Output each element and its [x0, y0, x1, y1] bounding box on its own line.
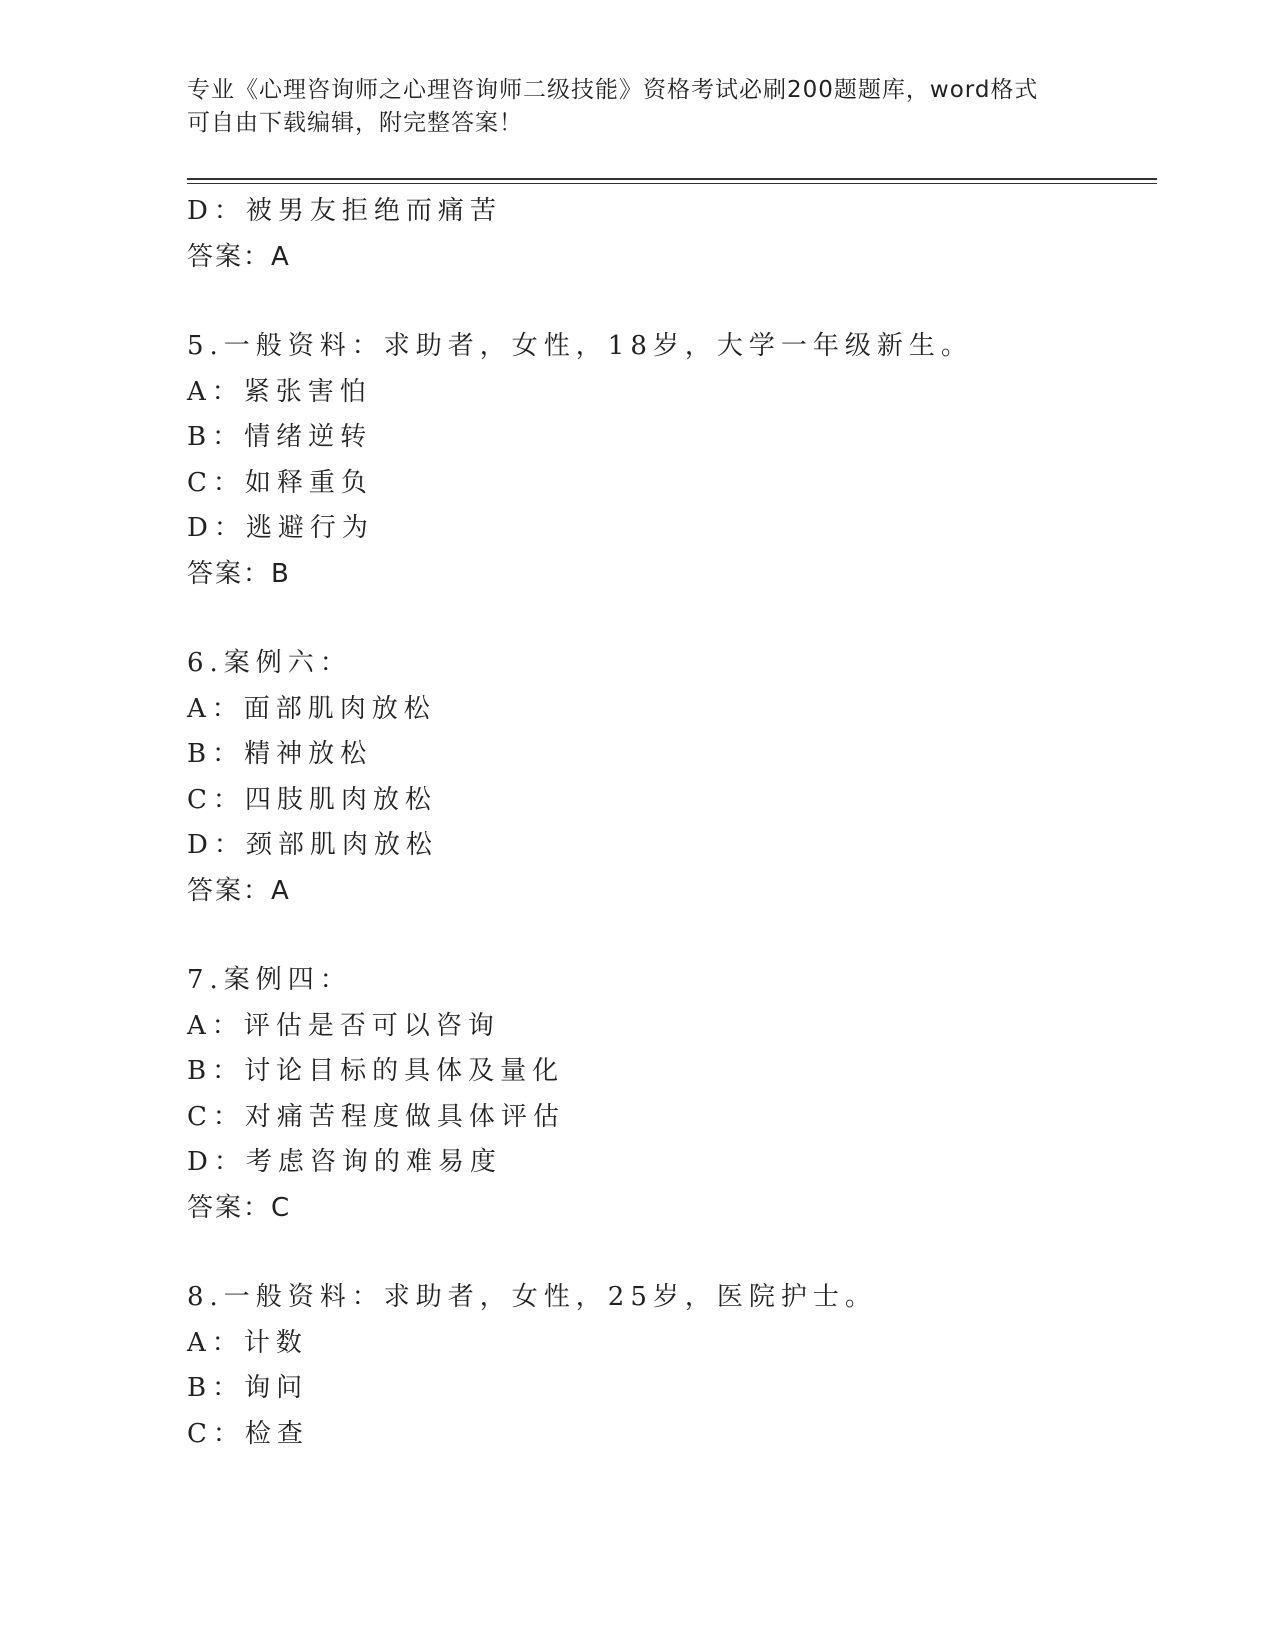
option-a: A：评估是否可以咨询 [187, 1010, 500, 1041]
question-stem: 8.一般资料：求助者，女性，25岁，医院护士。 [187, 1282, 877, 1312]
option-c: C：对痛苦程度做具体评估 [187, 1101, 565, 1132]
spacer [187, 597, 1157, 641]
header-line-1: 专业《心理咨询师之心理咨询师二级技能》资格考试必刷200题题库，word格式 [187, 77, 1039, 103]
document-page [187, 0, 1157, 1650]
option-b: B：询问 [187, 1373, 309, 1403]
question-6 [187, 641, 1157, 914]
option-c: C：四肢肌肉放松 [187, 784, 437, 815]
question-stem: 6.案例六： [187, 648, 352, 678]
spacer [187, 914, 1157, 958]
answer-line: 答案：A [187, 875, 291, 906]
question-5 [187, 324, 1157, 597]
answer-line: 答案：C [187, 1192, 292, 1223]
spacer [187, 1231, 1157, 1275]
question-7 [187, 958, 1157, 1231]
option-a: A：紧张害怕 [187, 376, 372, 407]
question-stem: 7.案例四： [187, 965, 352, 995]
option-d: D：考虑咨询的难易度 [187, 1147, 502, 1177]
document-header [187, 74, 1087, 140]
header-divider-top [187, 178, 1157, 180]
option-b: B：情绪逆转 [187, 422, 373, 452]
option-b: B：精神放松 [187, 739, 373, 769]
option-d: D：逃避行为 [187, 513, 374, 543]
question-8 [187, 1275, 1157, 1457]
option-d: D：颈部肌肉放松 [187, 830, 438, 860]
option-b: B：讨论目标的具体及量化 [187, 1056, 565, 1086]
header-divider-bottom [187, 183, 1157, 184]
spacer [187, 280, 1157, 324]
header-line-2: 可自由下载编辑，附完整答案！ [187, 110, 523, 136]
question-list [187, 189, 1157, 1457]
option-a: A：面部肌肉放松 [187, 693, 436, 724]
answer-line: 答案：A [187, 241, 291, 272]
option-d: D：被男友拒绝而痛苦 [187, 196, 502, 226]
option-a: A：计数 [187, 1327, 308, 1358]
option-c: C：如释重负 [187, 467, 373, 498]
answer-line: 答案：B [187, 558, 291, 589]
option-c: C：检查 [187, 1418, 309, 1449]
question-stem: 5.一般资料：求助者，女性，18岁，大学一年级新生。 [187, 331, 973, 361]
